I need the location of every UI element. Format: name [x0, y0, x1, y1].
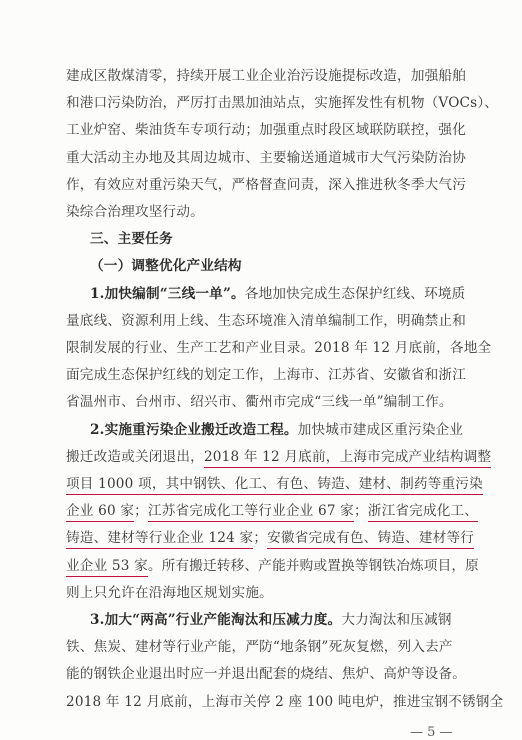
- section-heading: 三、主要任务: [90, 231, 173, 248]
- subsection-heading: （一）调整优化产业结构: [90, 258, 242, 275]
- item2-line-6: [66, 556, 479, 576]
- item3-lead: 3.加大“两高”行业产能淘汰和压减力度。: [90, 612, 342, 628]
- item2-line-5: [66, 528, 474, 548]
- item2-underlined-3: 项目 1000 项，其中钢铁、化工、有色、铸造、建材、制药等重污染: [66, 476, 483, 495]
- item2-sep-4b: ；: [353, 503, 368, 520]
- item2-underlined-6: 业企业 53 家: [66, 558, 148, 577]
- item2-line-3: [66, 474, 483, 494]
- item3-line-2: 铁、焦炭、建材等行业产能，严防“地条钢”死灰复燃，列入去产: [66, 639, 453, 656]
- item2-underlined-5b: 安徽省完成有色、铸造、建材等行: [267, 530, 474, 549]
- item2-underlined-5a: 铸造、建材等行业企业 124 家: [66, 530, 253, 549]
- item2-text-6: 。所有搬迁转移、产能并购或置换等钢铁冶炼项目，原: [147, 557, 479, 574]
- item2-line-1: [90, 420, 463, 440]
- page-number: — 5 —: [410, 724, 453, 740]
- item2-text-1: 加快城市建成区重污染企业: [297, 421, 464, 438]
- item1-line-5: 省温州市、台州市、绍兴市、衢州市完成“三线一单”编制工作。: [66, 394, 453, 411]
- item2-underlined-4b: 江苏省完成化工等行业企业 67 家: [148, 503, 354, 522]
- item2-underlined-4a: 企业 60 家: [66, 503, 134, 522]
- item2-underlined-4c: 浙江省完成化工、: [368, 503, 478, 522]
- item2-line-4: [66, 501, 478, 521]
- item3-text-1: 大力淘汰和压减钢: [341, 612, 452, 628]
- item1-line-1: [90, 284, 465, 304]
- item1-line-2: 量底线、资源利用上线、生态环境准入清单编制工作，明确禁止和: [66, 312, 467, 329]
- item1-line-3: 限制发展的行业、生产工艺和产业目录。2018 年 12 月底前，各地全: [66, 340, 492, 356]
- item2-line-2: [66, 447, 491, 467]
- intro-line-4: 重大活动主办地及其周边城市、主要输送通道城市大气污染防治协: [66, 149, 467, 166]
- item1-text-1: 各地加快完成生态保护红线、环境质: [244, 285, 466, 302]
- item2-underlined-2b: 2018 年 12 月底前，上海市完成产业结构调整: [204, 449, 491, 468]
- item3-line-4: 2018 年 12 月底前，上海市关停 2 座 100 吨电炉，推进宝钢不锈钢全: [66, 693, 504, 710]
- intro-line-6: 染综合治理攻坚行动。: [66, 204, 204, 220]
- item2-sep-5: ；: [253, 530, 268, 547]
- item2-lead: 2.实施重污染企业搬迁改造工程。: [90, 421, 298, 438]
- item2-line-7: 则上只允许在沿海地区规划实施。: [66, 584, 273, 601]
- item2-text-2a: 搬迁改造或关闭退出，: [66, 448, 204, 465]
- intro-line-2: 和港口污染防治，严厉打击黑加油站点，实施挥发性有机物（VOCs）、: [66, 95, 499, 112]
- item2-sep-4a: ；: [134, 503, 148, 520]
- item3-line-1: [90, 610, 452, 630]
- item1-lead: 1.加快编制“三线一单”。: [90, 285, 245, 302]
- intro-line-3: 工业炉窑、柴油货车专项行动；加强重点时段区域联防联控，强化: [66, 122, 467, 139]
- intro-line-5: 作，有效应对重污染天气，严格督查问责，深入推进秋冬季大气污: [66, 176, 467, 193]
- item3-line-3: 能的钢铁企业退出时应一并退出配套的烧结、焦炉、高炉等设备。: [66, 666, 467, 683]
- intro-line-1: 建成区散煤清零，持续开展工业企业治污设施提标改造，加强船舶: [66, 68, 467, 84]
- item1-line-4: 面完成生态保护红线的划定工作，上海市、江苏省、安徽省和浙江: [66, 367, 467, 384]
